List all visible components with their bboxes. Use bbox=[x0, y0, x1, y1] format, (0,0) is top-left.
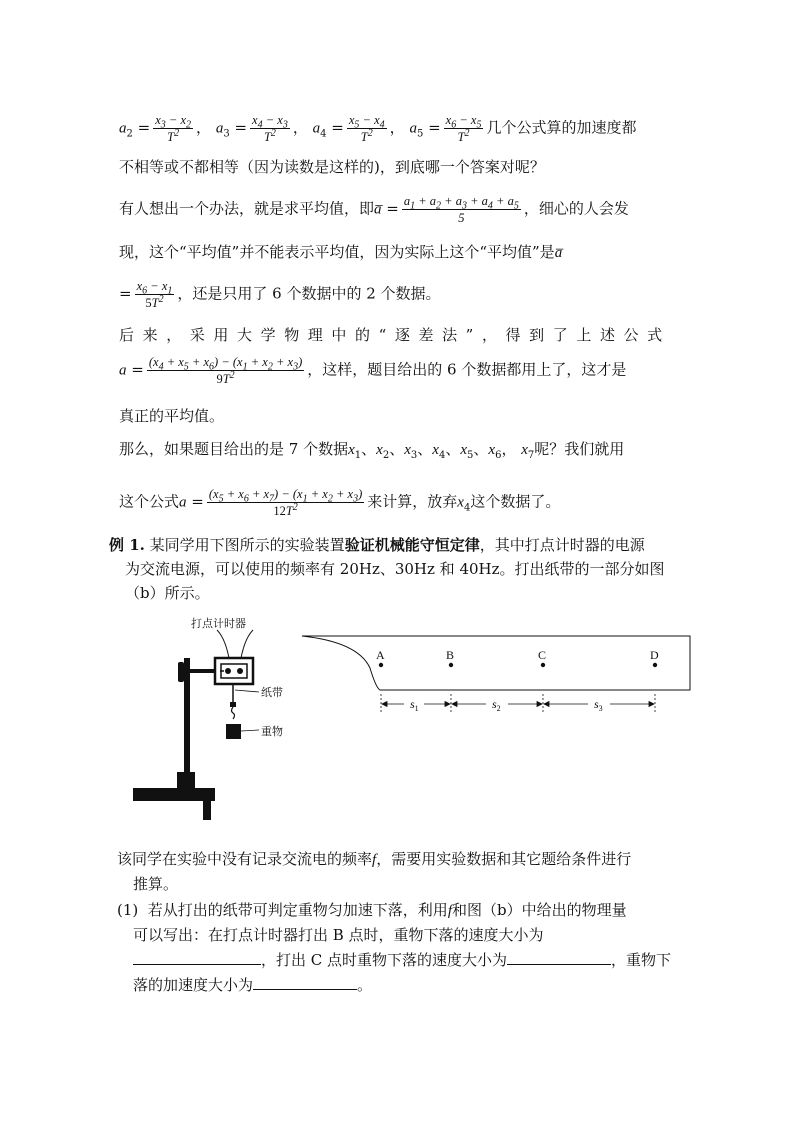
para1-tail: 几个公式算的加速度都 bbox=[486, 118, 637, 137]
para2-line2: 现，这个“平均值”并不能表示平均值，因为实际上这个“平均值”是a̅ bbox=[119, 243, 563, 261]
question-1-line1: (1) 若从打出的纸带可判定重物匀加速下落，利用f和图（b）中给出的物理量 bbox=[117, 901, 627, 919]
answer-blank-vc[interactable] bbox=[507, 948, 611, 965]
point-label-d: D bbox=[650, 648, 659, 662]
dot-b bbox=[449, 663, 453, 667]
para3-line3: 真正的平均值。 bbox=[119, 407, 225, 425]
apparatus-figure bbox=[125, 612, 295, 832]
para3-line2: a = $\frac{(x_4 + x_5 + x_6) - (x_1 + x_2 + x_3)}{9T^2}$ ，这样，题目给出的 6 个数据都用上了，这才是 bbox=[119, 355, 627, 386]
para1-line2: 不相等或不都相等（因为读数是这样的)，到底哪一个答案对呢？ bbox=[119, 158, 545, 176]
base-plate bbox=[133, 788, 215, 801]
segment-label-s1: $s_1$ bbox=[410, 697, 419, 713]
dot-d bbox=[653, 663, 657, 667]
segment-label-s2: $s_2$ bbox=[492, 697, 501, 713]
example-line1: 例 1. 某同学用下图所示的实验装置验证机械能守恒定律，其中打点计时器的电源 bbox=[109, 536, 645, 554]
tape-figure bbox=[296, 630, 696, 725]
para4-line2: 这个公式a = $\frac{(x_5 + x_6 + x_7) - (x_1 + x_2 + x_3)}{12T^2}$ 来计算，放弃$x_4$这个数据了。 bbox=[119, 487, 561, 518]
point-label-b: B bbox=[446, 648, 455, 662]
example-line3: （b）所示。 bbox=[125, 584, 210, 602]
stand-pole bbox=[184, 658, 190, 776]
para4-line1: 那么，如果题目给出的是 7 个数据$x_1$、$x_2$、$x_3$、$x_4$、$x_5$、$x_6$， $x_7$呢？我们就用 bbox=[119, 440, 625, 461]
question-1-line2: 可以写出：在打点计时器打出 B 点时，重物下落的速度大小为 bbox=[133, 926, 544, 944]
timer-label: 打点计时器 bbox=[191, 618, 246, 630]
para2-line1: 有人想出一个办法，就是求平均值，即a̅ = $\frac{a_1 + a_2 + a_3 + a_4 + a_5}{5}$ ，细心的人会发 bbox=[119, 194, 629, 225]
point-label-a: A bbox=[376, 648, 385, 662]
question-intro-line1: 该同学在实验中没有记录交流电的频率f，需要用实验数据和其它题给条件进行 bbox=[117, 850, 632, 868]
weight-block bbox=[226, 724, 241, 739]
question-intro-line2: 推算。 bbox=[133, 875, 179, 893]
para2-line3: = $\frac{x_6 - x_1}{5T^2}$ ，还是只用了 6 个数据中的 2 个数据。 bbox=[119, 279, 441, 310]
weight-label: 重物 bbox=[261, 726, 283, 738]
dot-c bbox=[541, 663, 545, 667]
dot-a bbox=[379, 663, 383, 667]
question-1-line4: 落的加速度大小为 。 bbox=[133, 973, 372, 996]
tape-label: 纸带 bbox=[261, 687, 283, 699]
formula-line-a2-a5: $a_2$ = $\frac{x_3 - x_2}{T^2}$ ， $a_3$ = $\frac{x_4 - x_3}{T^2}$ ， $a_4$ = $\frac{x_5 - x_4}{T^2}$ ， $a_5$ = $\frac{x_6 - x_5}{T^2}$ 几个公式算的加速度都 bbox=[119, 113, 637, 144]
segment-label-s3: $s_3$ bbox=[594, 697, 603, 713]
paper-tape bbox=[302, 636, 690, 690]
para3-line1: 后来，采用大学物理中的“逐差法”，得到了上述公式 bbox=[119, 326, 671, 344]
point-label-c: C bbox=[538, 648, 547, 662]
answer-blank-a[interactable] bbox=[253, 973, 357, 990]
question-1-line3: ，打出 C 点时重物下落的速度大小为 ，重物下 bbox=[133, 948, 671, 971]
example-line2: 为交流电源，可以使用的频率有 20Hz、30Hz 和 40Hz。打出纸带的一部分如图 bbox=[125, 560, 665, 578]
answer-blank-vb[interactable] bbox=[133, 948, 261, 965]
